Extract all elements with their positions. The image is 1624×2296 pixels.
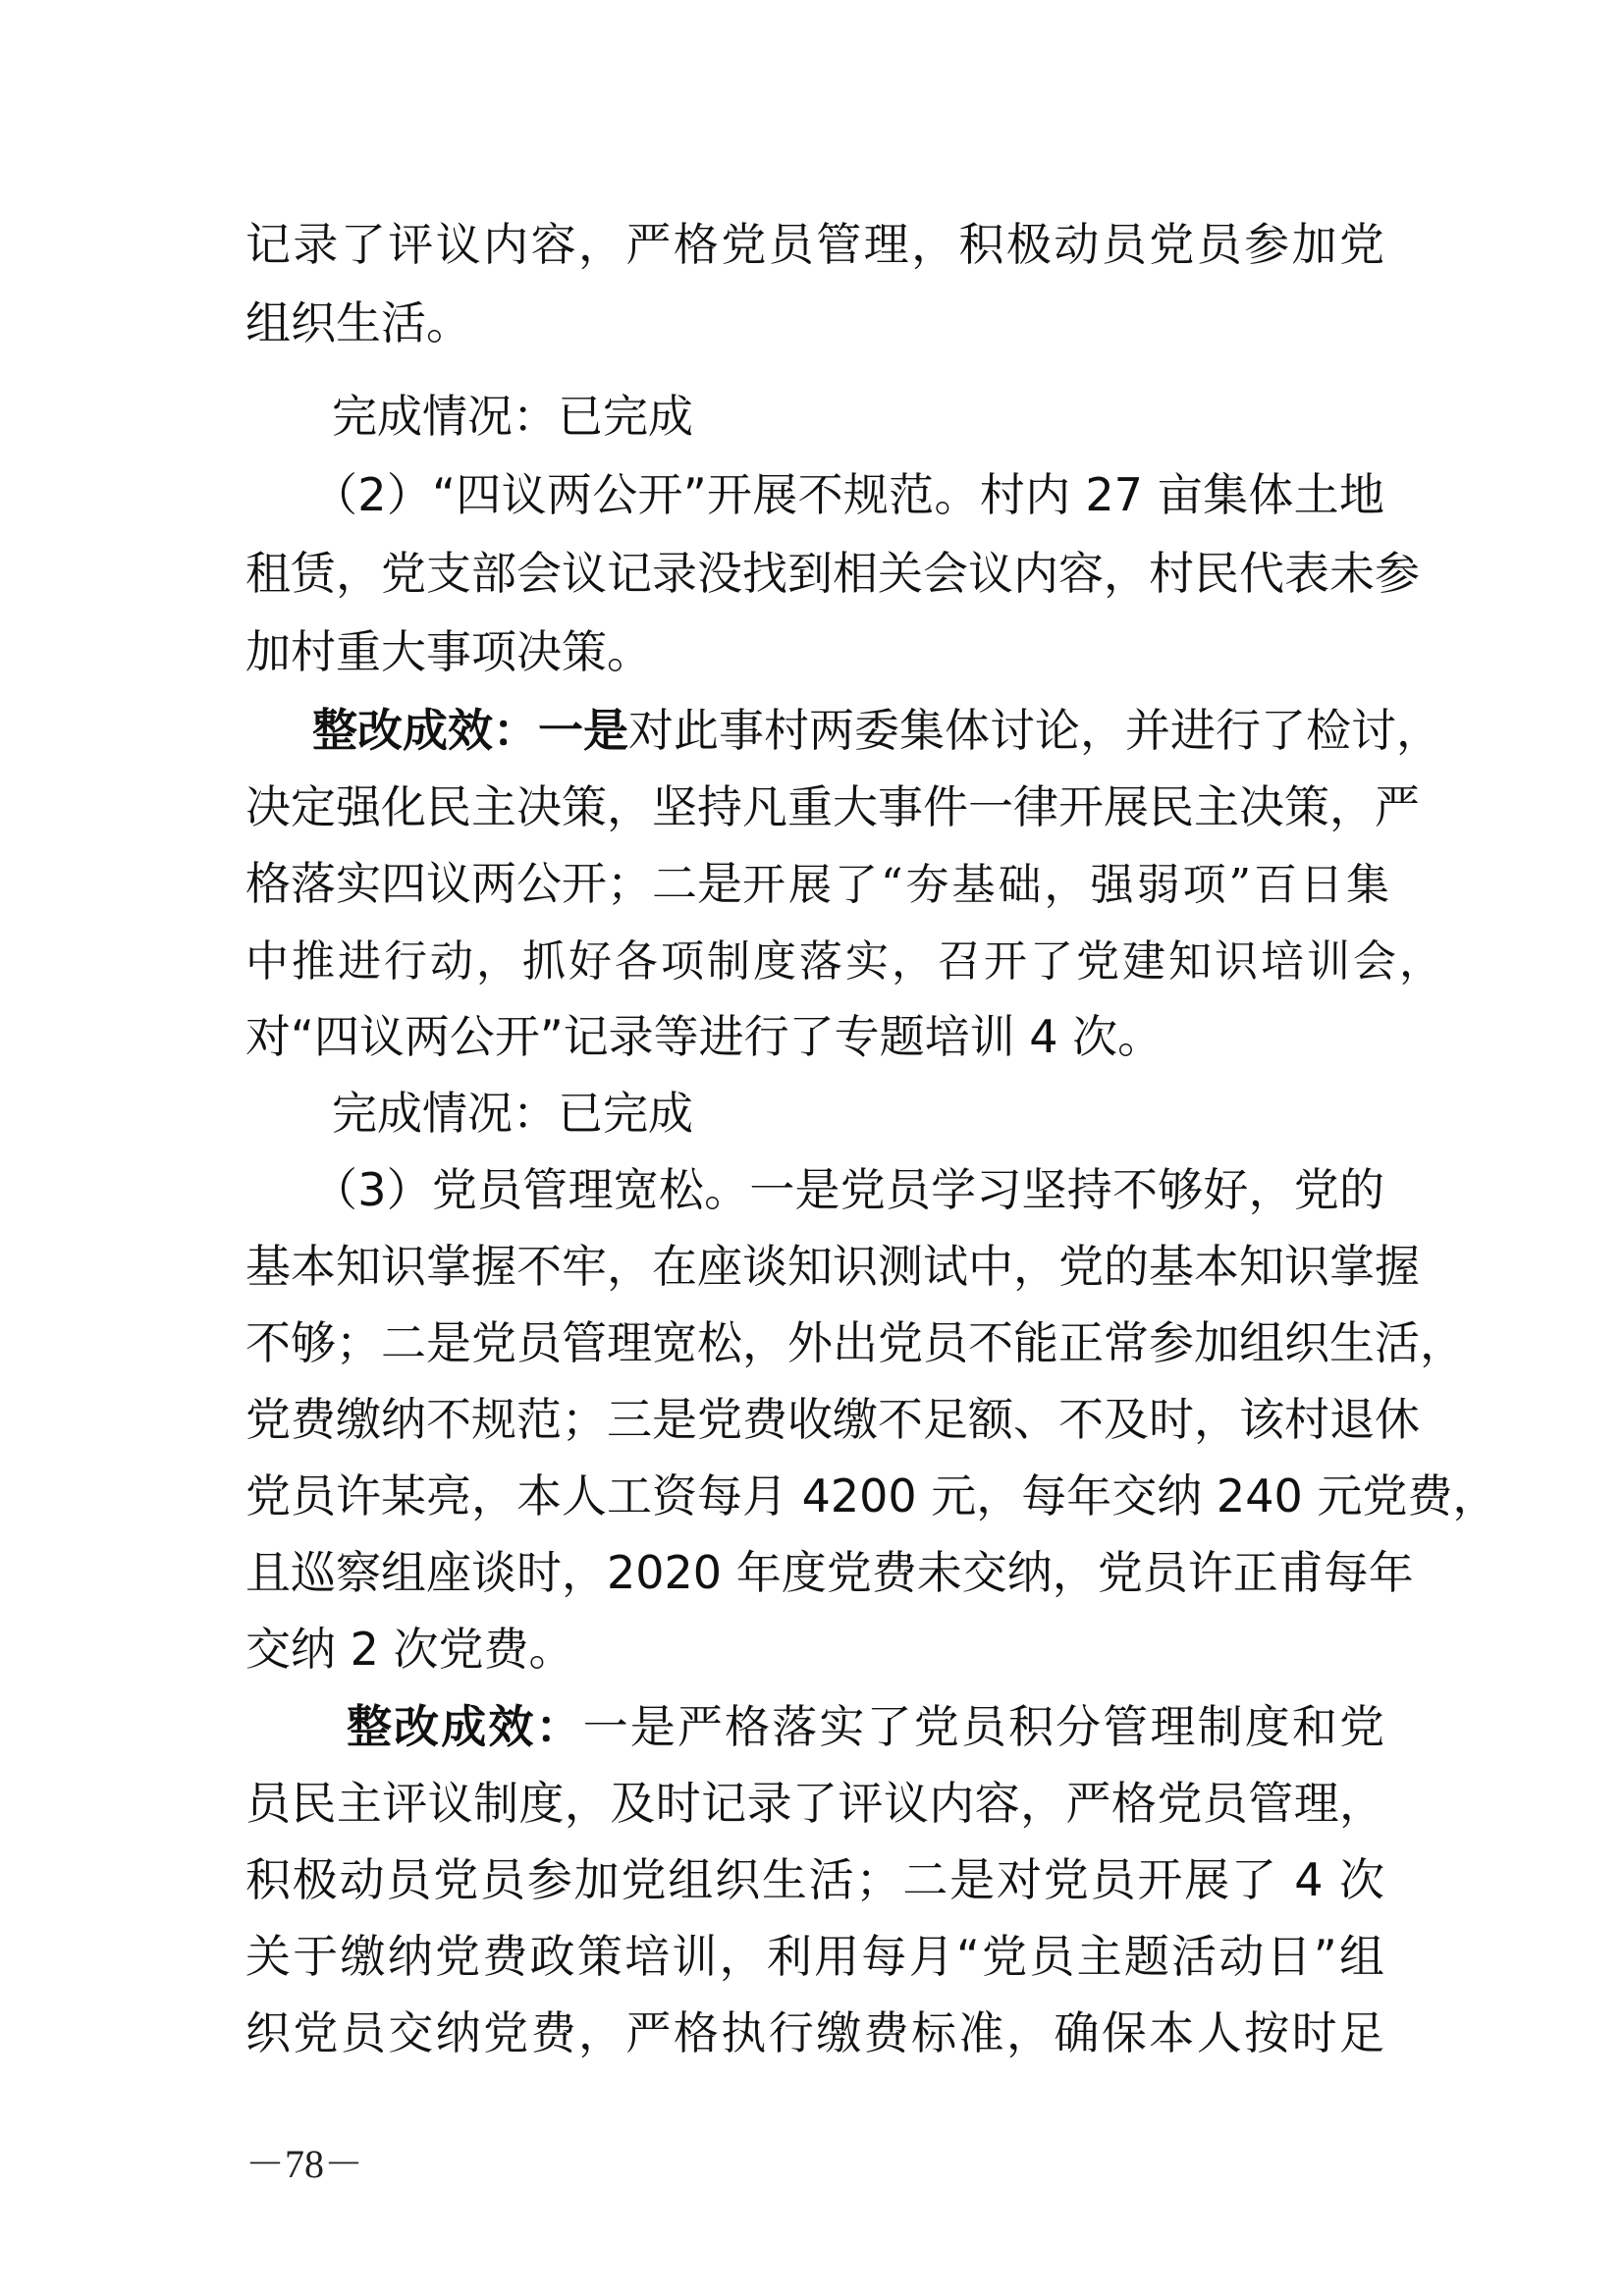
text-line-9-part-a: 格落实四议两公开；二是 bbox=[245, 857, 742, 910]
text-line-21: 员民主评议制度，及时记录了评议内容，严格党员管理， bbox=[245, 1777, 1384, 1830]
status-line-1: 完成情况：已完成 bbox=[332, 390, 693, 443]
page-number: －78－ bbox=[245, 2142, 363, 2186]
text-line-18: 且巡察组座谈时，2020 年度党费未交纳，党员许正甫每年 bbox=[245, 1546, 1414, 1599]
text-line-2: 组织生活。 bbox=[245, 296, 471, 349]
text-line-10-serif: 中推进行动，抓好各项制度落实，召开了党建知识培训会， bbox=[245, 936, 1445, 987]
rectification-label: 整改成效：一是 bbox=[312, 704, 628, 757]
item-heading-2: （2）“四议两公开”开展不规范。村内 27 亩集体土地 bbox=[312, 468, 1384, 521]
text-line-19: 交纳 2 次党费。 bbox=[245, 1623, 574, 1676]
text-line-24: 织党员交纳党费，严格执行缴费标准，确保本人按时足 bbox=[245, 2006, 1384, 2059]
text-line-9-part-b: 开展了“夯基础，强弱项”百日集 bbox=[742, 860, 1392, 910]
rectification-label-2: 整改成效： bbox=[347, 1700, 583, 1753]
text-line-8: 决定强化民主决策，坚持凡重大事件一律开展民主决策，严 bbox=[245, 780, 1420, 833]
text-line-15: 不够；二是党员管理宽松，外出党员不能正常参加组织生活， bbox=[245, 1316, 1465, 1369]
text-line-23: 关于缴纳党费政策培训，利用每月“党员主题活动日”组 bbox=[245, 1930, 1384, 1983]
text-line-17: 党员许某亮，本人工资每月 4200 元，每年交纳 240 元党费， bbox=[245, 1469, 1498, 1522]
rectification-result-1 bbox=[312, 692, 1441, 769]
text-line-5: 租赁，党支部会议记录没找到相关会议内容，村民代表未参 bbox=[245, 547, 1420, 600]
text-line-1: 记录了评议内容，严格党员管理，积极动员党员参加党 bbox=[245, 218, 1384, 271]
text-line-14: 基本知识掌握不牢，在座谈知识测试中，党的基本知识掌握 bbox=[245, 1240, 1420, 1293]
text-line-6: 加村重大事项决策。 bbox=[245, 625, 652, 678]
text-line-16: 党费缴纳不规范；三是党费收缴不足额、不及时，该村退休 bbox=[245, 1393, 1420, 1446]
item-heading-3: （3）党员管理宽松。一是党员学习坚持不够好，党的 bbox=[312, 1163, 1384, 1216]
rectification-text: 对此事村两委集体讨论，并进行了检讨， bbox=[628, 704, 1441, 757]
text-line-9 bbox=[245, 845, 1392, 922]
text-line-22: 积极动员党员参加党组织生活；二是对党员开展了 4 次 bbox=[245, 1853, 1384, 1906]
rectification-result-2 bbox=[347, 1688, 1384, 1765]
status-line-2: 完成情况：已完成 bbox=[332, 1087, 693, 1140]
text-line-10 bbox=[245, 922, 1445, 998]
text-line-11: 对“四议两公开”记录等进行了专题培训 4 次。 bbox=[245, 1010, 1164, 1063]
rectification-text-2: 一是严格落实了党员积分管理制度和党 bbox=[582, 1700, 1385, 1753]
